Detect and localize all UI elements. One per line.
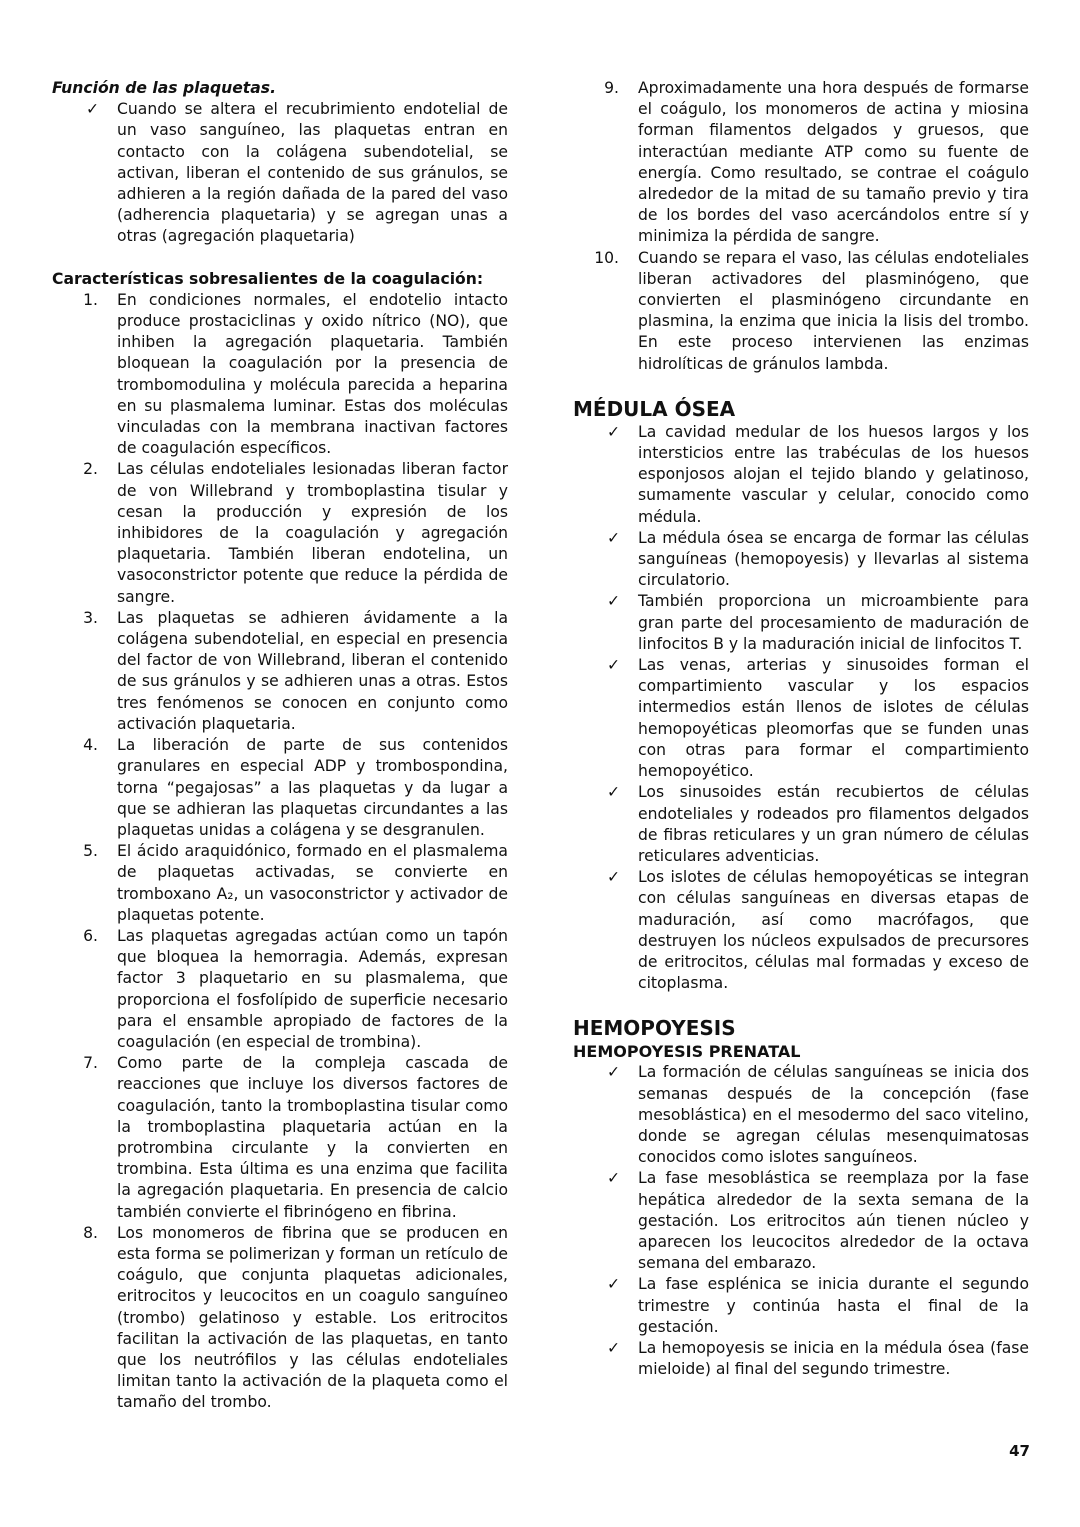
item-text: Como parte de la compleja cascada de reacciones que incluye los diversos factores de coagulación, tanto la tromboplastina tisular como la tromboplastina plaquetaria actúan en la protrombina circulante y la convierten en trombina. Esta última es una enzima que facilita la agregación plaquetaria. En presencia de calcio también convierte el fibrinógeno en fibrina. bbox=[117, 1054, 508, 1221]
check-list-item bbox=[573, 1168, 1029, 1274]
section-title-caracteristicas: Características sobresalientes de la coagulación: bbox=[52, 269, 484, 288]
numbered-item bbox=[52, 290, 508, 460]
item-text: El ácido araquidónico, formado en el plasmalema de plaquetas activadas, se convierte en tromboxano A₂, un vasoconstrictor y activador de plaquetas potente. bbox=[117, 842, 508, 924]
numbered-item bbox=[52, 735, 508, 841]
item-number: 8. bbox=[83, 1223, 98, 1242]
item-text: Las venas, arterias y sinusoides forman el compartimiento vascular y los espacios intermedios están llenos de islotes de células hemopoyéticas pleomorfas que se funden unas con otras para formar el compartimiento hemopoyético. bbox=[638, 656, 1029, 781]
numbered-item bbox=[52, 1053, 508, 1223]
item-text: La formación de células sanguíneas se inicia dos semanas después de la concepción (fase mesoblástica) en el mesodermo del saco vitelino, donde se agregan células mesenquimatosas conocidos como islotes sanguíneos. bbox=[638, 1063, 1029, 1167]
check-icon: ✓ bbox=[607, 592, 621, 611]
section-title-funcion: Función de las plaquetas. bbox=[52, 79, 276, 97]
check-list-item bbox=[573, 422, 1029, 528]
item-number: 5. bbox=[83, 842, 98, 861]
item-text: Aproximadamente una hora después de formarse el coágulo, los monomeros de actina y miosina forman filamentos delgados y gruesos, que interactúan mediante ATP como su fuente de energía. Como resultado, se contrae el coágulo alrededor de la mitad de su tamaño previo y tira de los bordes del vaso acercándolos entre sí y minimiza la pérdida de sangre. bbox=[638, 79, 1029, 246]
item-number: 7. bbox=[83, 1054, 98, 1073]
numbered-item bbox=[52, 459, 508, 607]
item-text: Las plaquetas agregadas actúan como un tapón que bloquea la hemorragia. Además, expresan factor 3 plaquetario en su plasmalema, que proporciona el fosfolípido de superficie necesario para el ensamble apropiado de factores de la coagulación (en especial de trombina). bbox=[117, 926, 508, 1051]
check-list-item bbox=[573, 1062, 1029, 1168]
check-icon: ✓ bbox=[607, 1275, 621, 1294]
check-list-item bbox=[573, 867, 1029, 994]
item-text: Cuando se repara el vaso, las células endoteliales liberan activadores del plasminógeno, que convierten el plasminógeno circundante en plasmina, la enzima que inicia la lisis del trombo. En este proceso intervienen las enzimas hidrolíticas de gránulos lambda. bbox=[638, 248, 1029, 373]
item-text: Los monomeros de fibrina que se producen en esta forma se polimerizan y forman un retículo de coágulo, que conjunta plaquetas adicionales, eritrocitos y leucocitos en un coagulo sanguíneo (trombo) gelatinoso y estable. Los eritrocitos facilitan la activación de las plaquetas, en tanto que los neutrófilos y las células endoteliales limitan tanto la activación de la plaqueta como el tamaño del trombo. bbox=[117, 1223, 508, 1412]
heading-medula-osea: MÉDULA ÓSEA bbox=[573, 396, 736, 421]
check-list-item bbox=[573, 528, 1029, 592]
item-number: 1. bbox=[83, 290, 98, 309]
check-list-item bbox=[573, 1338, 1029, 1380]
item-text: La fase mesoblástica se reemplaza por la fase hepática alrededor de la sexta semana de la gestación. Los eritrocitos aún tienen núcleo y aparecen los leucocitos alrededor de la octava semana del embarazo. bbox=[638, 1169, 1029, 1273]
check-list-item bbox=[573, 591, 1029, 655]
item-number: 9. bbox=[604, 79, 619, 97]
item-number: 6. bbox=[83, 926, 98, 945]
item-text: La fase esplénica se inicia durante el segundo trimestre y continúa hasta el final de la gestación. bbox=[638, 1275, 1029, 1336]
subheading-hemopoyesis-prenatal: HEMOPOYESIS PRENATAL bbox=[573, 1042, 801, 1062]
item-text: La cavidad medular de los huesos largos y los intersticios entre las trabéculas de los huesos esponjosos alojan el tejido blando y gelatinoso, sumamente vascular y celular, conocido como médula. bbox=[638, 422, 1029, 526]
numbered-item bbox=[573, 248, 1029, 375]
numbered-item bbox=[52, 1223, 508, 1414]
check-list-item bbox=[573, 655, 1029, 782]
check-icon: ✓ bbox=[607, 656, 621, 675]
check-icon: ✓ bbox=[607, 422, 621, 441]
numbered-item bbox=[573, 78, 1029, 248]
item-text: Las plaquetas se adhieren ávidamente a la colágena subendotelial, en especial en presencia del factor de von Willebrand, liberan el contenido de sus gránulos y se adhieren unas a otras. Estos tres fenómenos se conocen en conjunto como activación plaquetaria. bbox=[117, 608, 508, 733]
item-text: Las células endoteliales lesionadas liberan factor de von Willebrand y tromboplastina tisular y cesan la producción y expresión de los inhibidores de la coagulación y agregación plaquetaria. También liberan endotelina, un vasoconstrictor potente que reduce la pérdida de sangre. bbox=[117, 460, 508, 606]
numbered-item bbox=[52, 841, 508, 926]
left-column bbox=[52, 78, 508, 1414]
check-icon: ✓ bbox=[607, 868, 621, 887]
item-number: 4. bbox=[83, 736, 98, 755]
check-list-item bbox=[52, 99, 508, 247]
item-number: 2. bbox=[83, 460, 98, 479]
check-icon: ✓ bbox=[607, 1338, 621, 1357]
numbered-item bbox=[52, 926, 508, 1053]
item-text: Cuando se altera el recubrimiento endotelial de un vaso sanguíneo, las plaquetas entran en contacto con la colágena subendotelial, se activan, liberan el contenido de sus gránulos, se adhieren a la región dañada de la pared del vaso (adherencia plaquetaria) y se agregan unas a otras (agregación plaquetaria) bbox=[117, 100, 508, 246]
heading-hemopoyesis: HEMOPOYESIS bbox=[573, 1016, 736, 1041]
check-icon: ✓ bbox=[607, 1169, 621, 1188]
check-icon: ✓ bbox=[86, 100, 100, 119]
check-list-item bbox=[573, 782, 1029, 867]
item-text: Los sinusoides están recubiertos de células endoteliales y rodeados pro filamentos delgados de fibras reticulares y un gran número de células reticulares adventicias. bbox=[638, 783, 1029, 865]
page-number: 47 bbox=[1009, 1442, 1030, 1460]
check-icon: ✓ bbox=[607, 1063, 621, 1082]
right-column bbox=[573, 78, 1029, 1380]
numbered-item bbox=[52, 608, 508, 735]
item-text: Los islotes de células hemopoyéticas se integran con células sanguíneas en diversas etapas de maduración, así como macrófagos, que destruyen los núcleos expulsados de precursores de eritrocitos, células mal formadas y exceso de citoplasma. bbox=[638, 868, 1029, 993]
item-text: La liberación de parte de sus contenidos granulares en especial ADP y trombospondina, torna “pegajosas” a las plaquetas y da lugar a que se adhieran las plaquetas circundantes a las plaquetas unidas a colágena y se desgranulen. bbox=[117, 736, 508, 839]
item-text: También proporciona un microambiente para gran parte del procesamiento de maduración de linfocitos B y la maduración inicial de linfocitos T. bbox=[638, 592, 1029, 653]
item-text: La médula ósea se encarga de formar las células sanguíneas (hemopoyesis) y llevarlas al sistema circulatorio. bbox=[638, 528, 1029, 590]
check-icon: ✓ bbox=[607, 528, 621, 547]
item-number: 3. bbox=[83, 608, 98, 627]
item-number: 10. bbox=[594, 248, 619, 267]
check-list-item bbox=[573, 1274, 1029, 1338]
check-icon: ✓ bbox=[607, 783, 621, 802]
item-text: La hemopoyesis se inicia en la médula ósea (fase mieloide) al final del segundo trimestre. bbox=[638, 1338, 1029, 1379]
item-text: En condiciones normales, el endotelio intacto produce prostaciclinas y oxido nítrico (NO), que inhiben la agregación plaquetaria. También bloquean la coagulación por la presencia de trombomodulina y molécula parecida a heparina en su plasmalema luminar. Estas dos moléculas vinculadas con la membrana inactivan factores de coagulación específicos. bbox=[117, 290, 508, 458]
